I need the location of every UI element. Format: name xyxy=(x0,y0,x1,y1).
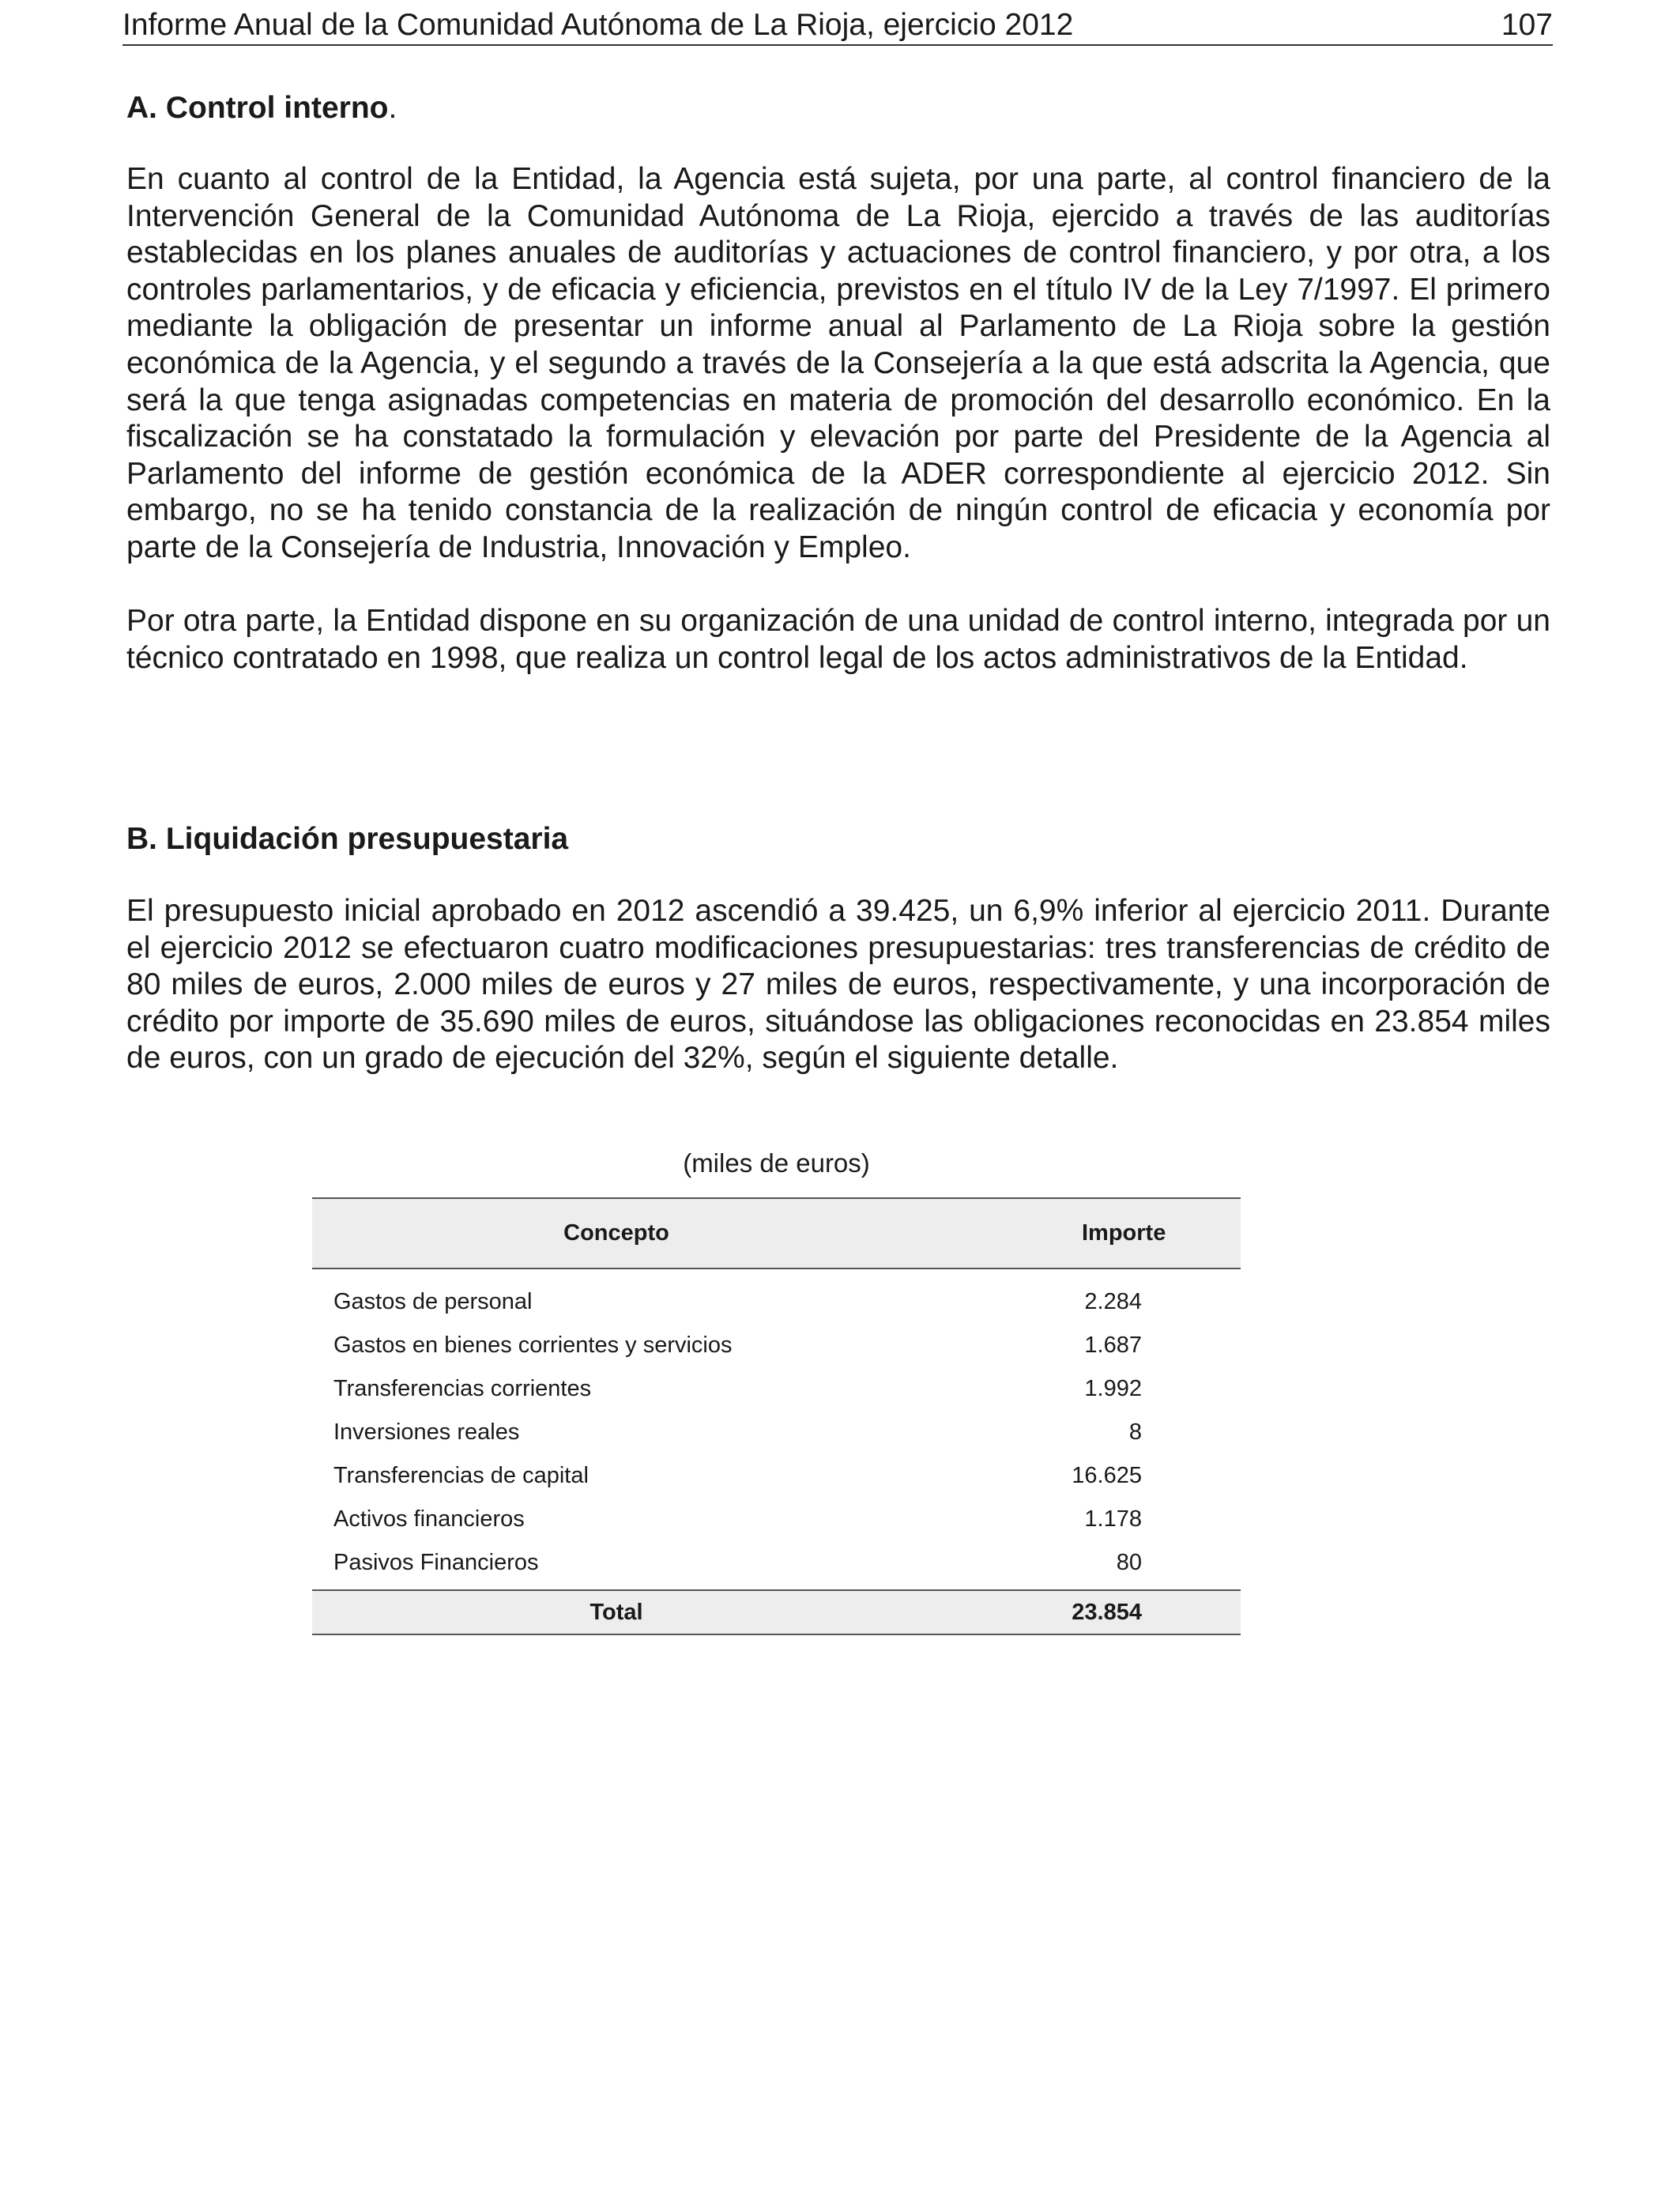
total-label: Total xyxy=(590,1599,643,1625)
section-b-paragraph-1: El presupuesto inicial aprobado en 2012 ascendió a 39.425, un 6,9% inferior al ejercicio 2011. Durante el ejercicio 2012 se efectuaron cuatro modificaciones presupuestarias: tres transferencias de crédito de 80 miles de euros, 2.000 miles de euros y 27 miles de euros, respectivamente, y una incorporación de crédito por importe de 35.690 miles de euros, situándose las obligaciones reconocidas en 23.854 miles de euros, con un grado de ejecución del 32%, según el siguiente detalle. xyxy=(126,894,1550,1076)
table-caption: (miles de euros) xyxy=(683,1148,870,1178)
row-concepto: Activos financieros xyxy=(333,1506,525,1532)
row-concepto: Transferencias corrientes xyxy=(333,1376,592,1401)
section-b-heading: B. Liquidación presupuestaria xyxy=(126,822,569,856)
section-a-paragraph-2: Por otra parte, la Entidad dispone en su organización de una unidad de control interno, integrada por un técnico contratado en 1998, que realiza un control legal de los actos administrativos de la Entidad. xyxy=(126,604,1550,675)
section-a-paragraph-1-block xyxy=(126,161,1550,567)
table-row xyxy=(312,1324,1241,1367)
row-concepto: Gastos en bienes corrientes y servicios xyxy=(333,1333,733,1358)
section-a-paragraph-1: En cuanto al control de la Entidad, la Agencia está sujeta, por una parte, al control financiero de la Intervención General de la Comunidad Autónoma de La Rioja, ejercido a través de las auditorías establecidas en los planes anuales de auditorías y actuaciones de control financiero, y por otra, a los controles parlamentarios, y de eficacia y eficiencia, previstos en el título IV de la Ley 7/1997. El primero mediante la obligación de presentar un informe anual al Parlamento de La Rioja sobre la gestión económica de la Agencia, y el segundo a través de la Consejería a la que está adscrita la Agencia, que será la que tenga asignadas competencias en materia de promoción del desarrollo económico. En la fiscalización se ha constatado la formulación y elevación por parte del Presidente de la Agencia al Parlamento del informe de gestión económica de la ADER correspondiente al ejercicio 2012. Sin embargo, no se ha tenido constancia de la realización de ningún control de eficacia y economía por parte de la Consejería de Industria, Innovación y Empleo. xyxy=(126,162,1550,564)
table-row xyxy=(312,1367,1241,1411)
section-a-paragraph-2-block xyxy=(126,603,1550,677)
section-a-heading xyxy=(126,89,1550,127)
table-header xyxy=(312,1198,1241,1269)
table-row xyxy=(312,1411,1241,1454)
header-importe: Importe xyxy=(1082,1220,1166,1246)
table-footer xyxy=(312,1590,1241,1634)
row-importe: 16.625 xyxy=(1072,1463,1142,1488)
row-concepto: Transferencias de capital xyxy=(333,1463,589,1488)
section-a xyxy=(126,89,1550,127)
running-header xyxy=(122,6,1553,46)
section-a-heading-text: A. Control interno xyxy=(126,91,389,125)
report-title: Informe Anual de la Comunidad Autónoma de La Rioja, ejercicio 2012 xyxy=(122,8,1074,42)
table-row xyxy=(312,1541,1241,1590)
table-row xyxy=(312,1269,1241,1324)
section-b-paragraph-1-block xyxy=(126,893,1550,1077)
total-row xyxy=(312,1590,1241,1634)
row-concepto: Pasivos Financieros xyxy=(333,1550,539,1575)
table-row xyxy=(312,1454,1241,1498)
row-concepto: Gastos de personal xyxy=(333,1289,533,1314)
header-importe-cell xyxy=(921,1198,1241,1269)
header-concepto: Concepto xyxy=(563,1220,669,1246)
row-importe: 8 xyxy=(1128,1419,1142,1445)
section-b xyxy=(126,820,1550,858)
budget-table xyxy=(312,1197,1241,1635)
table-row xyxy=(312,1498,1241,1541)
table-header-row xyxy=(312,1198,1241,1269)
row-importe: 2.284 xyxy=(1084,1289,1142,1314)
page-number: 107 xyxy=(1501,8,1553,42)
row-importe: 1.992 xyxy=(1084,1376,1142,1401)
table-body xyxy=(312,1269,1241,1590)
section-a-heading-suffix: . xyxy=(388,91,397,125)
total-importe: 23.854 xyxy=(1072,1599,1142,1625)
row-importe: 80 xyxy=(1116,1550,1142,1575)
row-importe: 1.178 xyxy=(1084,1506,1142,1532)
row-importe: 1.687 xyxy=(1084,1333,1142,1358)
row-concepto: Inversiones reales xyxy=(333,1419,520,1445)
